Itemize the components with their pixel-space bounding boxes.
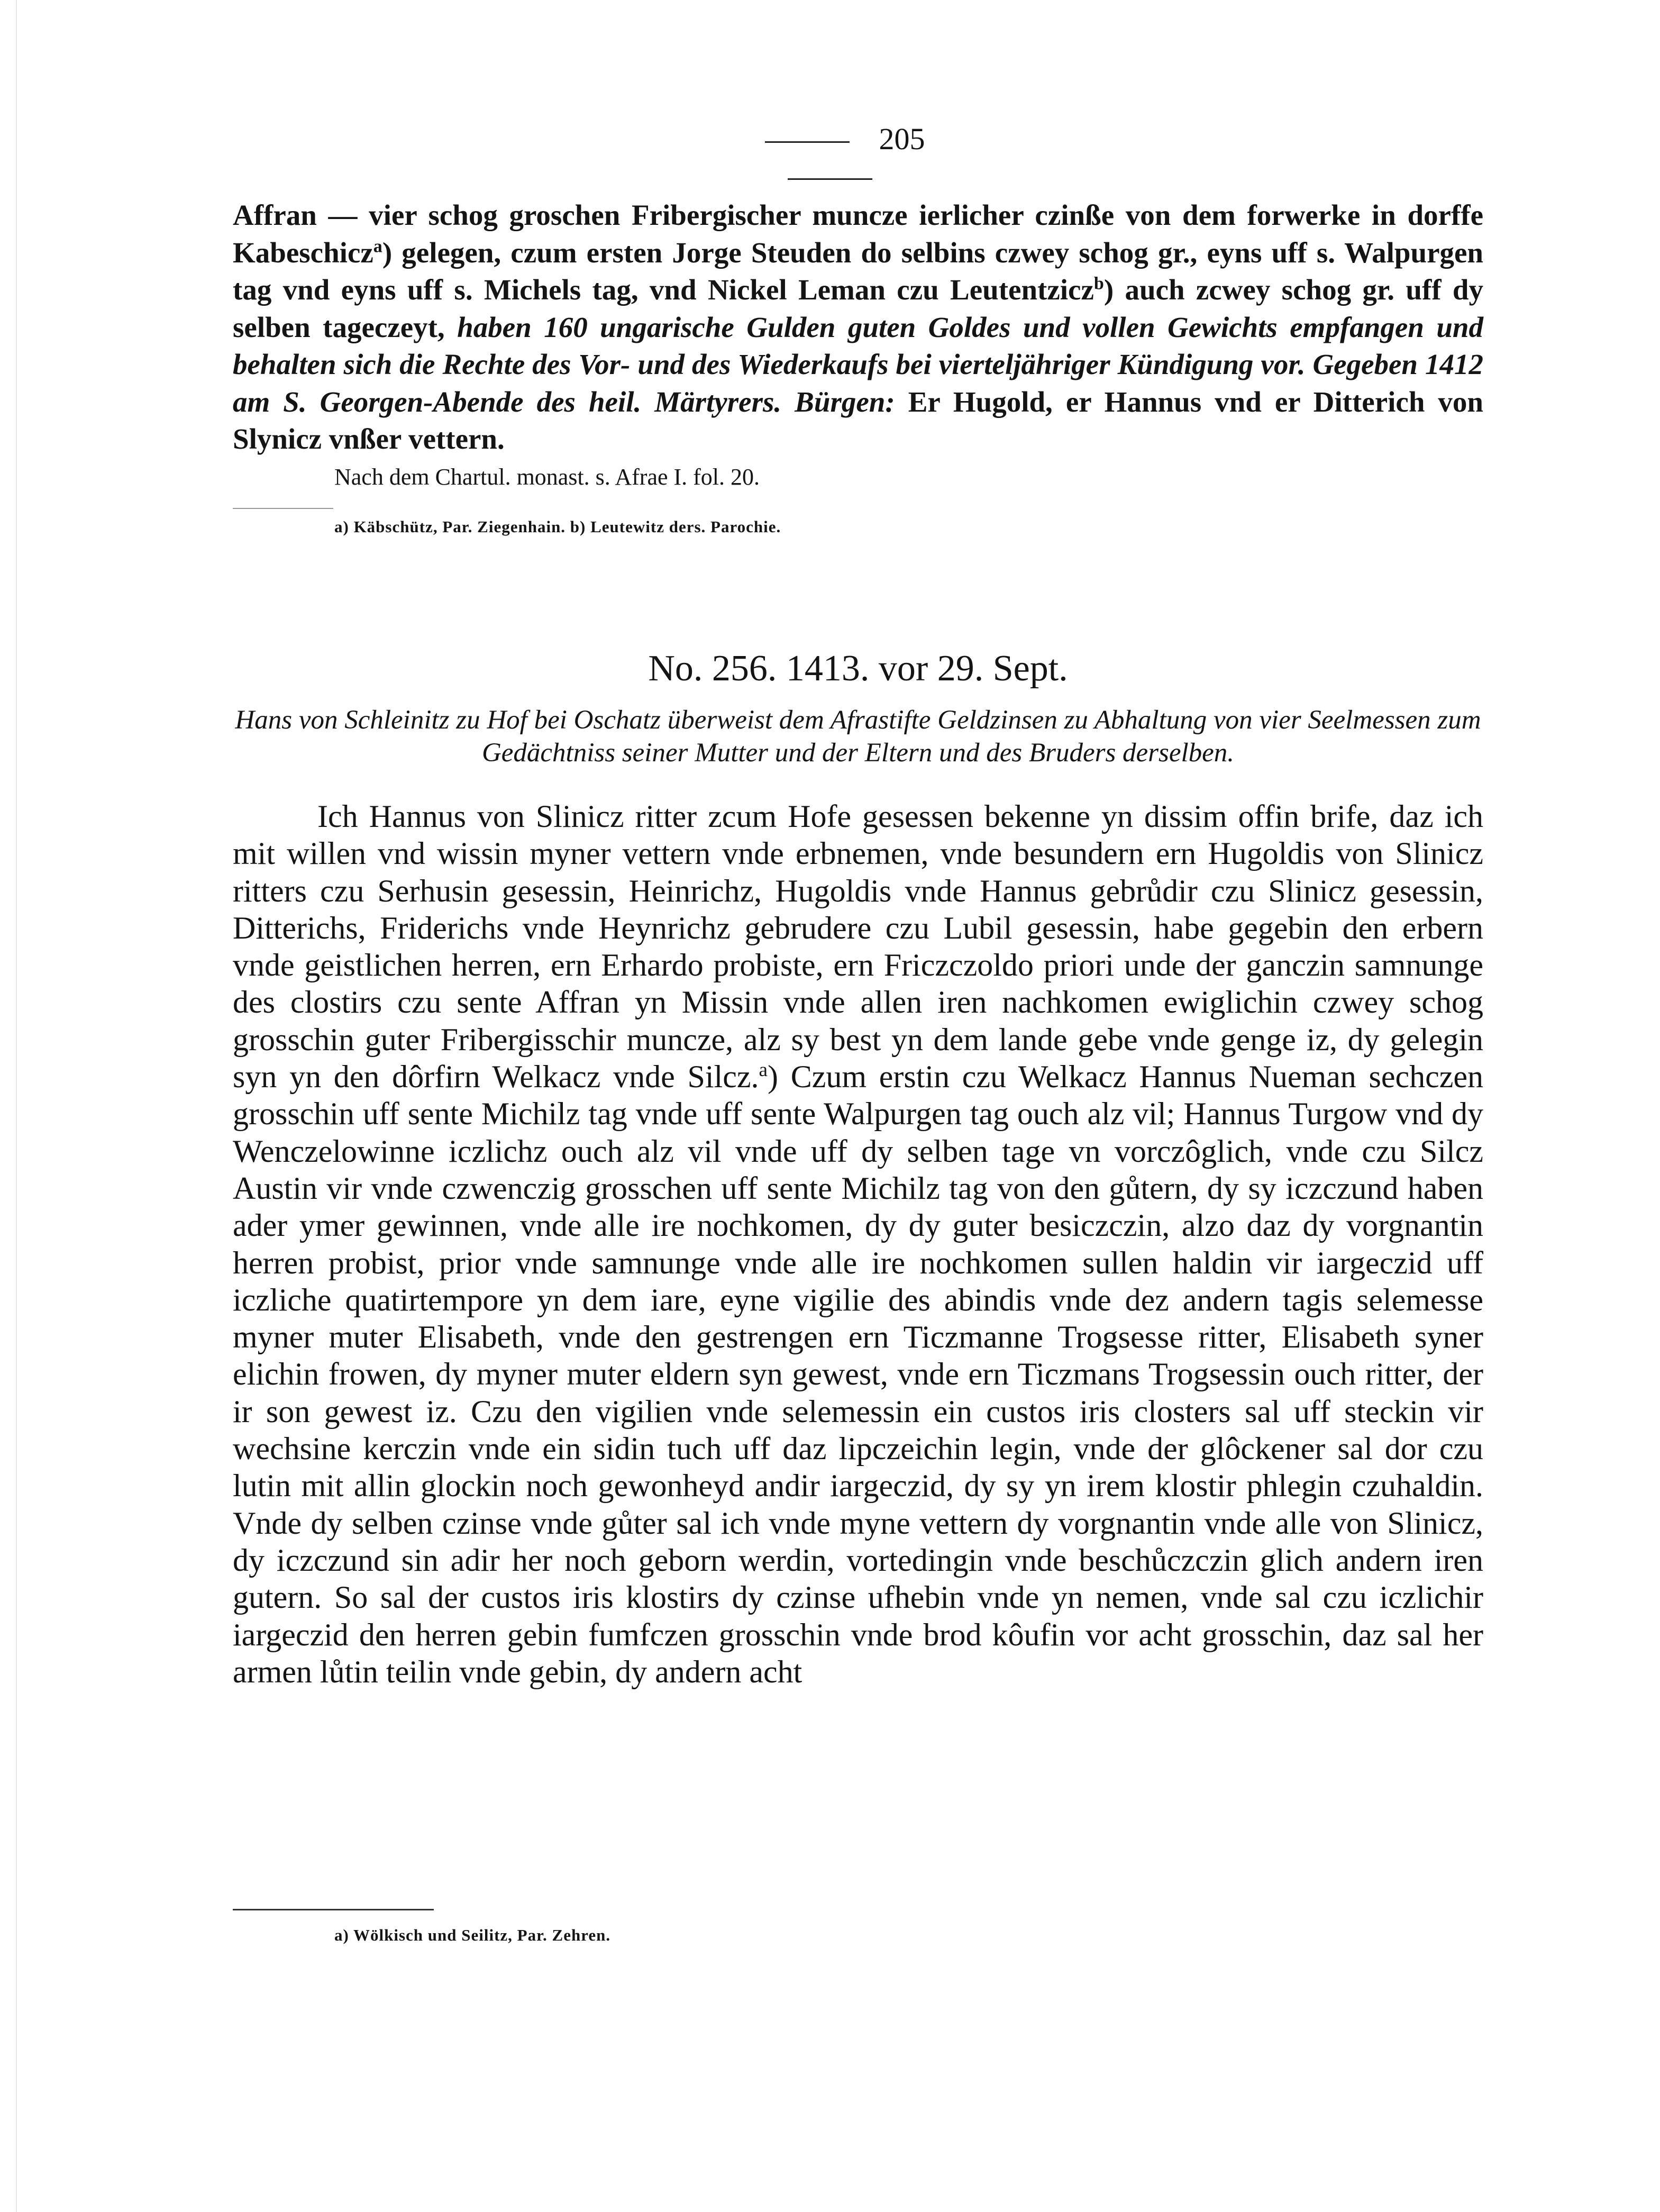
continuation-text-3: ) auch zcwey schog gr. uff dy selben tageczeyt, [233, 274, 1483, 343]
document-body-part-1: Ich Hannus von Slinicz ritter zcum Hofe gesessen bekenne yn dissim offin brife, daz ich mit willen vnd wissin myner vettern vnde erbnemen, vnde besundern ern Hugoldis von Slinicz ritters czu Serhusin gesessin, Heinrichz, Hugoldis vnde Hannus gebrůdir czu Slinicz gesessin, Ditterichs, Friderichs vnde Heynrichz gebrudere czu Lubil gesessin, habe gegebin den erbern vnde geistlichen herren, ern Erhardo probiste, ern Friczczoldo priori unde der ganczin samnunge des clostirs czu sente Affran yn Missin vnde allen iren nachkomen ewiglichin czwey schog grosschin guter Fribergisschir muncze, alz sy best yn dem lande gebe vnde genge iz, dy gelegin syn yn den dôrfirn Welkacz vnde Silcz. [233, 799, 1483, 1095]
header-dash-left [765, 141, 850, 143]
footnote-bottom: a) Wölkisch und Seilitz, Par. Zehren. [334, 1926, 611, 1944]
footnote-marker-b: b [1093, 274, 1104, 294]
header-dash-right [788, 178, 872, 180]
footnote-rule-top [233, 508, 333, 509]
document-heading: No. 256. 1413. vor 29. Sept. [648, 648, 1068, 689]
footnote-marker-a: a [373, 236, 382, 257]
footnote-top: a) Käbschütz, Par. Ziegenhain. b) Leutewitz ders. Parochie. [334, 517, 781, 536]
scan-edge-line [16, 0, 17, 2212]
continuation-text-1: Affran — vier schog groschen Fribergischer muncze ierlicher czinße von dem forwerke in dorffe Kabeschicz [233, 199, 1483, 269]
continuation-paragraph [233, 197, 1483, 458]
source-note: Nach dem Chartul. monast. s. Afrae I. fol. 20. [334, 464, 760, 490]
page-number-header [671, 121, 989, 195]
editorial-summary-italic: haben 160 ungarische Gulden guten Goldes und vollen Gewichts empfangen und behalten sich die Rechte des Vor- und des Wiederkaufs bei vierteljähriger Kündigung vor. Gegeben 1412 am S. Georgen-Abende des heil. Märtyrers. Bürgen: [233, 311, 1484, 418]
page-number: 205 [879, 122, 925, 156]
continuation-text-4: Er Hugold, er Hannus vnd er Ditterich von Slynicz vnßer vettern. [233, 385, 1484, 455]
document-body-part-2: ) Czum erstin czu Welkacz Hannus Nueman sechczen grosschin uff sente Michilz tag vnde uff sente Walpurgen tag ouch alz vil; Hannus Turgow vnd dy Wenczelowinne iczlichz ouch alz vil vnde uff dy selben tage vn vorczôglich, vnde czu Silcz Austin vir vnde czwenczig grosschen uff sente Michilz tag von den gůtern, dy sy iczczund haben ader ymer gewinnen, vnde alle ire nochkomen, dy dy guter besiczczin, alzo daz dy vorgnantin herren probist, prior vnde samnunge vnde alle ire nochkomen sullen haldin vir iargeczid uff iczliche quatirtempore yn dem iare, eyne vigilie des abindis vnde dez andern tagis selemesse myner muter Elisabeth, vnde den gestrengen ern Ticzmanne Trogsesse ritter, Elisabeth syner elichin frowen, dy myner muter eldern syn gewest, vnde ern Ticzmans Trogsessin ouch ritter, der ir son gewest iz. Czu den vigilien vnde selemessin ein custos iris closters sal uff steckin vir wechsine kerczin vnde ein sidin tuch uff daz lipczeichin legin, vnde der glôckener sal dor czu lutin mit allin glockin noch gewonheyd andir iargeczid, dy sy yn irem klostir phlegin czuhaldin. Vnde dy selben czinse vnde gůter sal ich vnde myne vettern dy vorgnantin vnde alle von Slinicz, dy iczczund sin adir her noch geborn werdin, vortedingin vnde beschůczczin glich andern iren gutern. So sal der custos iris klostirs dy czinse ufhebin vnde yn nemen, vnde sal czu iczlichir iargeczid den herren gebin fumfczen grosschin vnde brod kôufin vor acht grosschin, daz sal her armen lůtin teilin vnde gebin, dy andern acht [233, 1059, 1483, 1689]
continuation-text-2: ) gelegen, czum ersten Jorge Steuden do selbins czwey schog gr., eyns uff s. Walpurgen tag vnd eyns uff s. Michels tag, vnd Nickel Leman czu Leutentzicz [233, 236, 1483, 306]
footnote-rule-bottom [233, 1909, 434, 1910]
document-summary: Hans von Schleinitz zu Hof bei Oschatz überweist dem Afrastifte Geldzinsen zu Abhaltung von vier Seelmessen zum Gedächtniss seiner Mutter und der Eltern und des Bruders derselben. [235, 705, 1481, 768]
body-footnote-marker-a: a [759, 1059, 768, 1081]
document-body [233, 798, 1483, 1690]
